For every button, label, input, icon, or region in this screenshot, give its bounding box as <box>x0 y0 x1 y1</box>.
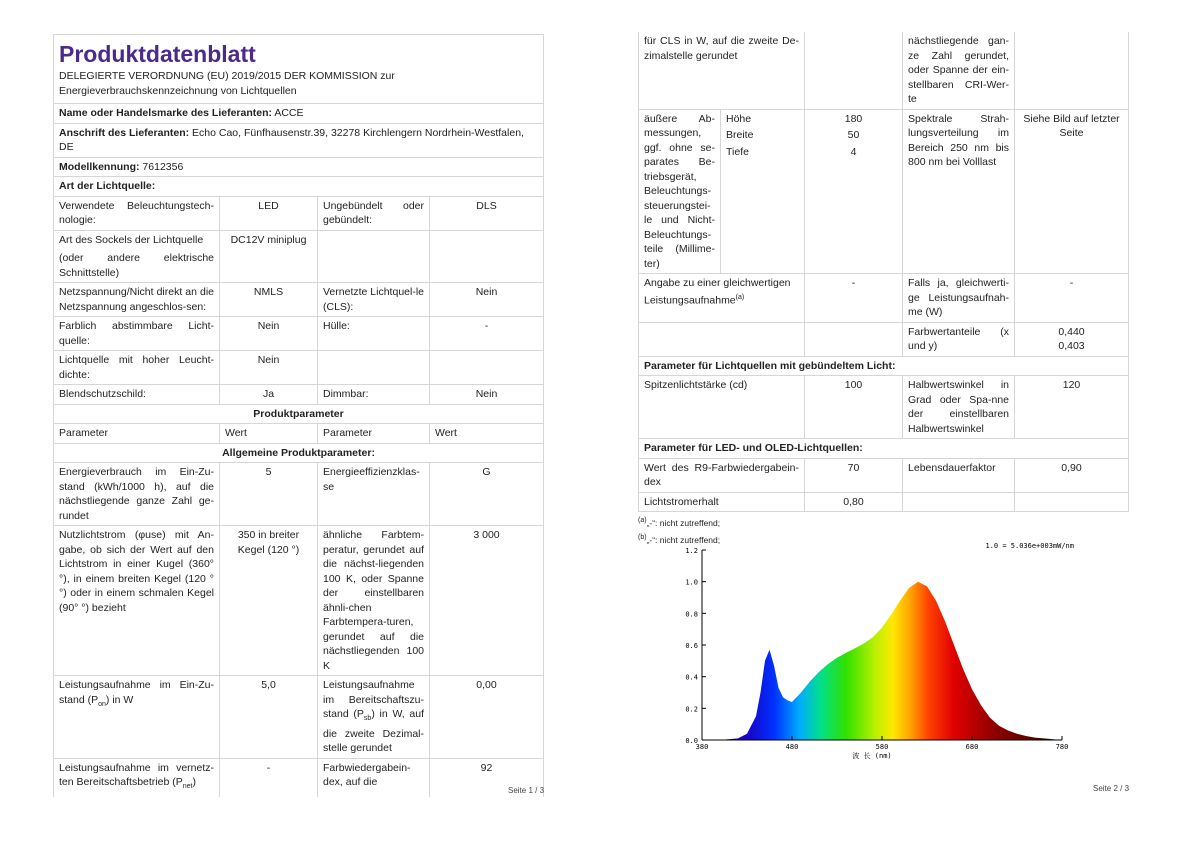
y-tick-label: 1.2 <box>685 547 698 555</box>
empty-cell <box>1015 492 1129 512</box>
supplier-name-row <box>54 104 544 124</box>
height-value: 180 <box>844 112 863 125</box>
peak-intensity-label: Spitzenlichtstärke (cd) <box>639 376 805 439</box>
empty-cell <box>805 32 903 109</box>
chromaticity-label: Farbwertanteile (x und y) <box>903 322 1015 356</box>
regulation-text: DELEGIERTE VERORDNUNG (EU) 2019/2015 DER KOMMISSION zur Energieverbrauchskennzeichnung von Lichtquellen <box>59 70 395 97</box>
unbundled-label: Ungebündelt oder gebündelt: <box>318 196 430 230</box>
glare-label: Blendschutzschild: <box>54 385 220 405</box>
page-number-2: Seite 2 / 3 <box>1093 784 1130 793</box>
cct-value: 3 000 <box>430 526 544 676</box>
y-tick-label: 0.2 <box>685 705 698 714</box>
model-row <box>54 157 544 177</box>
cls-value: Nein <box>430 283 544 317</box>
page-2 <box>638 32 1128 549</box>
general-params-header: Allgemeine Produktparameter: <box>54 443 544 463</box>
empty-cell <box>430 230 544 283</box>
dimmable-label: Dimmbar: <box>318 385 430 405</box>
socket-label-line2: (oder andere elektrische Schnittstelle) <box>59 252 214 279</box>
cri-cont: nächstliegende gan-ze Zahl gerundet, oder Spanne der ein-stellbaren CRI-Wer-te <box>903 32 1015 109</box>
footnote-b: $^{(b)}$„-“: nicht zutreffend; <box>638 533 721 545</box>
chromaticity-x: 0,440 <box>1058 325 1085 338</box>
socket-label-line1: Art des Sockels der Lichtquelle <box>59 233 204 246</box>
equiv-power-value: - <box>805 274 903 323</box>
product-params-header: Produktparameter <box>54 404 544 424</box>
survival-factor-value: 0,90 <box>1015 458 1129 492</box>
datasheet-table-page1 <box>53 34 544 797</box>
x-tick-label: 780 <box>1055 743 1069 751</box>
empty-cell <box>805 322 903 356</box>
col-header-param: Parameter <box>54 424 220 444</box>
x-axis-label: 波 长 (nm) <box>852 752 892 760</box>
page-1 <box>53 34 543 797</box>
mains-value: NMLS <box>220 283 318 317</box>
dimensions-label: äußere Ab-messungen, ggf. ohne se-parates Be-triebsgerät, Beleuchtungs-steuerungstei-le und Nicht-Beleuchtungs-teile (Millime-ter) <box>639 109 721 274</box>
empty-cell <box>1015 32 1129 109</box>
energy-class-value: G <box>430 463 544 526</box>
empty-cell <box>430 351 544 385</box>
unbundled-value: DLS <box>430 196 544 230</box>
cri-value: 92 <box>430 758 544 797</box>
glare-value: Ja <box>220 385 318 405</box>
light-source-type-header: Art der Lichtquelle: <box>54 177 544 197</box>
spectral-chart-svg <box>672 534 1076 760</box>
power-standby-value: 0,00 <box>430 676 544 759</box>
col-header-value: Wert <box>430 424 544 444</box>
empty-cell <box>318 351 430 385</box>
power-standby-label: Leistungsaufnahme im Bereitschaftszu-stand $(P_{sb})$ in W, auf die zweite Dezimal-stelle gerundet <box>318 676 430 759</box>
empty-cell <box>903 492 1015 512</box>
survival-factor-label: Lebensdauerfaktor <box>903 458 1015 492</box>
supplier-name-value: ACCE <box>274 107 304 119</box>
chromaticity-value <box>1015 322 1129 356</box>
dimension-values <box>805 109 903 274</box>
peak-intensity-value: 100 <box>805 376 903 439</box>
high-luminance-label: Lichtquelle mit hoher Leucht-dichte: <box>54 351 220 385</box>
power-networked-label: Leistungsaufnahme im vernetz-ten Bereitschaftsbetrieb $(P_{net})$ <box>54 758 220 797</box>
address-value: Echo Cao, Fünfhausenstr.39, 32278 Kirchlengern Nordrhein-Westfalen, DE <box>59 126 524 153</box>
spectral-label: Spektrale Strah-lungsverteilung im Bereich 250 nm bis 800 nm bei Volllast <box>903 109 1015 274</box>
equiv-power-w-value: - <box>1015 274 1129 323</box>
energy-consumption-label: Energieverbrauch im Ein-Zu-stand (kWh/1000 h), auf die nächstliegende ganze Zahl ge-rundet <box>54 463 220 526</box>
datasheet-table-page2 <box>638 32 1129 512</box>
luminous-flux-label: Nutzlichtstrom (φuse) mit An-gabe, ob sich der Wert auf den Lichtstrom in einer Kugel (360° °), in einem breiten Kegel (120 °°) oder in einem schmalen Kegel (90° °) bezieht <box>54 526 220 676</box>
y-tick-label: 0.0 <box>685 737 698 745</box>
energy-consumption-value: 5 <box>220 463 318 526</box>
led-params-header: Parameter für LED- und OLED-Lichtquellen: <box>639 439 1129 459</box>
lumen-maintenance-label: Lichtstromerhalt <box>639 492 805 512</box>
cls-label: Vernetzte Lichtquel-le (CLS): <box>318 283 430 317</box>
chromaticity-y: 0,403 <box>1058 340 1085 352</box>
spectrum-area <box>702 582 1062 740</box>
beam-angle-label: Halbwertswinkel in Grad oder Spa-nne der einstellbaren Halbwertswinkel <box>903 376 1015 439</box>
shell-label: Hülle: <box>318 317 430 351</box>
y-tick-label: 1.0 <box>685 578 698 587</box>
socket-label <box>54 230 220 283</box>
width-value: 50 <box>847 129 860 141</box>
col-header-param: Parameter <box>318 424 430 444</box>
dimension-names <box>721 109 805 274</box>
tech-value: LED <box>220 196 318 230</box>
color-tunable-value: Nein <box>220 317 318 351</box>
equiv-power-label: Angabe zu einer gleichwertigen Leistungsaufnahme$^{(a)}$ <box>639 274 805 323</box>
dimmable-value: Nein <box>430 385 544 405</box>
power-networked-value: - <box>220 758 318 797</box>
spectral-value: Siehe Bild auf letzter Seite <box>1015 109 1129 274</box>
power-on-value: 5,0 <box>220 676 318 759</box>
x-tick-label: 680 <box>965 743 979 751</box>
x-tick-label: 580 <box>875 743 889 751</box>
chart-scale-note: 1.0 = 5.036e+003mW/nm <box>985 542 1074 550</box>
col-header-value: Wert <box>220 424 318 444</box>
model-label: Modellkennung: <box>59 160 140 173</box>
empty-cell <box>318 230 430 283</box>
lumen-maintenance-value: 0,80 <box>805 492 903 512</box>
footnote-a: $^{(a)}$„-“: nicht zutreffend; <box>638 517 721 528</box>
power-on-label: Leistungsaufnahme im Ein-Zu-stand $(P_{on})$ in W <box>54 676 220 759</box>
address-row <box>54 123 544 157</box>
x-tick-label: 480 <box>785 743 799 751</box>
width-label: Breite <box>726 129 754 141</box>
color-tunable-label: Farblich abstimmbare Licht-quelle: <box>54 317 220 351</box>
tech-label: Verwendete Beleuchtungstech-nologie: <box>54 196 220 230</box>
equiv-power-w-label: Falls ja, gleichwerti-ge Leistungsaufnah-me (W) <box>903 274 1015 323</box>
cri-label: Farbwiedergabein-dex, auf die <box>318 758 430 797</box>
mains-label: Netzspannung/Nicht direkt an die Netzspannung angeschlos-sen: <box>54 283 220 317</box>
shell-value: - <box>430 317 544 351</box>
model-value: 7612356 <box>142 160 184 173</box>
empty-cell <box>639 322 805 356</box>
page-title: Produktdatenblatt <box>59 41 256 67</box>
y-tick-label: 0.6 <box>685 642 698 650</box>
y-tick-label: 0.4 <box>685 673 698 682</box>
high-luminance-value: Nein <box>220 351 318 385</box>
r9-label: Wert des R9-Farbwiedergabein-dex <box>639 458 805 492</box>
energy-class-label: Energieeffizienzklas-se <box>318 463 430 526</box>
luminous-flux-value: 350 in breiter Kegel (120 °) <box>220 526 318 676</box>
r9-value: 70 <box>805 458 903 492</box>
height-label: Höhe <box>726 112 752 125</box>
bundled-params-header: Parameter für Lichtquellen mit gebündeltem Licht: <box>639 356 1129 376</box>
y-tick-label: 0.8 <box>685 610 698 619</box>
supplier-name-label: Name oder Handelsmarke des Lieferanten: <box>59 107 272 119</box>
depth-value: 4 <box>850 145 857 158</box>
socket-value: DC12V miniplug <box>220 230 318 283</box>
spectral-chart <box>672 534 1076 760</box>
beam-angle-value: 120 <box>1015 376 1129 439</box>
depth-label: Tiefe <box>726 145 749 158</box>
page-number-1: Seite 1 / 3 <box>508 786 545 795</box>
x-tick-label: 380 <box>695 743 709 751</box>
cls-standby-cont: für CLS in W, auf die zweite De-zimalstelle gerundet <box>639 32 805 109</box>
address-label: Anschrift des Lieferanten: <box>59 126 190 139</box>
cct-label: ähnliche Farbtem-peratur, gerundet auf die nächst-liegenden 100 K, oder Spanne der einstellbaren ähnli-chen Farbtempera-turen, gerundet auf die nächstliegenden 100 K <box>318 526 430 676</box>
